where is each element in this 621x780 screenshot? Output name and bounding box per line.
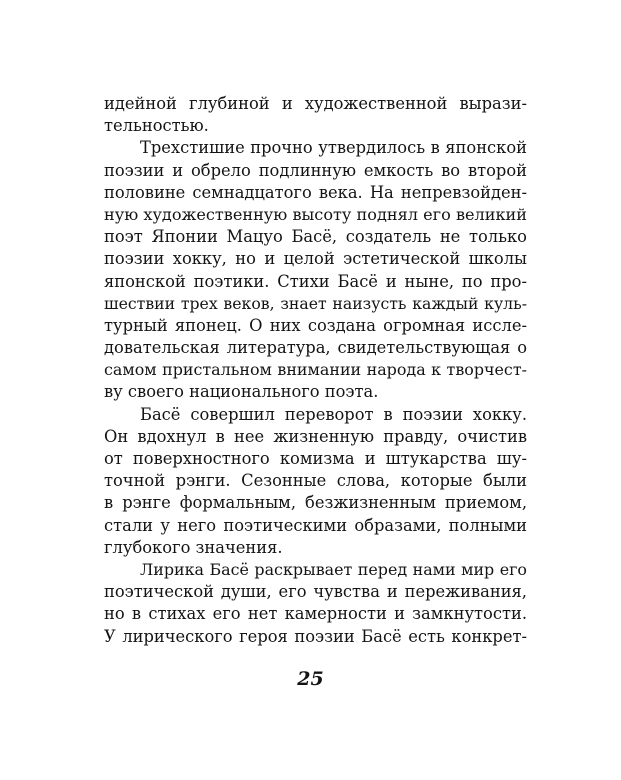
text-line: ную художественную высоту поднял его великий: [104, 204, 527, 224]
text-line: поэзии и обрело подлинную емкость во второй: [104, 160, 527, 180]
text-line: стали у него поэтическими образами, полными: [104, 515, 527, 535]
text-line: ву своего национального поэта.: [104, 382, 379, 402]
text-line: половине семнадцатого века. На непревзойден-: [104, 182, 527, 202]
text-line: в рэнге формальным, безжизненным приемом,: [104, 493, 527, 513]
text-line: шествии трех веков, знает наизусть каждый куль-: [104, 293, 527, 313]
page-number: 25: [297, 668, 324, 690]
text-line: Лирика Басё раскрывает перед нами мир его: [140, 559, 527, 579]
text-line: Трехстишие прочно утвердилось в японской: [140, 138, 527, 158]
text-line: Он вдохнул в нее жизненную правду, очистив: [104, 426, 527, 446]
text-line: У лирического героя поэзии Басё есть конкрет-: [104, 626, 527, 646]
text-line: идейной глубиной и художественной вырази-: [104, 94, 527, 113]
text-line: довательская литература, свидетельствующая о: [104, 338, 527, 358]
text-line: но в стихах его нет камерности и замкнутости.: [104, 604, 527, 624]
text-line: поэзии хокку, но и целой эстетической школы: [104, 249, 527, 269]
text-line: тельностью.: [104, 116, 209, 136]
body-text: [104, 93, 527, 648]
text-line: Басё совершил переворот в поэзии хокку.: [140, 404, 527, 424]
text-line: самом пристальном внимании народа к творчест-: [104, 360, 527, 380]
text-line: турный японец. О них создана огромная иссле-: [104, 315, 527, 335]
text-line: поэт Японии Мацуо Басё, создатель не только: [104, 227, 527, 247]
text-line: японской поэтики. Стихи Басё и ныне, по про-: [104, 271, 527, 291]
text-line: от поверхностного комизма и штукарства шу-: [104, 449, 527, 468]
text-line: глубокого значения.: [104, 537, 283, 557]
text-line: поэтической души, его чувства и переживания,: [104, 582, 527, 602]
text-line: точной рэнги. Сезонные слова, которые были: [104, 471, 527, 491]
